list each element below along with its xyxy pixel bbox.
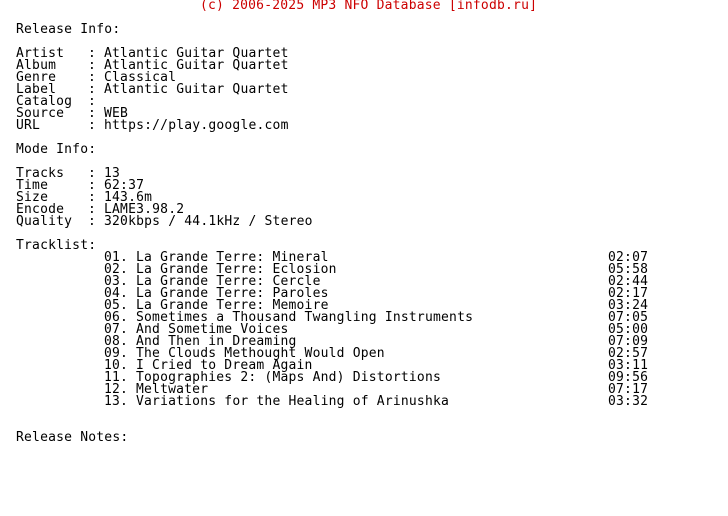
release-info-colon: : (88, 94, 97, 109)
release-info-colon: : (88, 58, 97, 73)
track-title: Variations for the Healing of Arinushka (136, 394, 450, 409)
mode-info-colon: : (88, 166, 97, 181)
mode-info-colon: : (88, 190, 97, 205)
release-info-heading: Release Info: (16, 22, 121, 37)
track-time: 07:17 (608, 382, 649, 397)
track-title: Topographies 2: (Maps And) Distortions (136, 370, 442, 385)
mode-info-colon: : (88, 214, 97, 229)
track-time: 07:09 (608, 334, 649, 349)
release-info-colon: : (88, 70, 97, 85)
track-time: 03:24 (608, 298, 649, 313)
release-info-value: Classical (104, 70, 177, 85)
release-info-key: Artist (16, 46, 65, 61)
track-title: The Clouds Methought Would Open (136, 346, 385, 361)
mode-info-value: 62:37 (104, 178, 145, 193)
release-info-colon: : (88, 82, 97, 97)
track-number: 06. (104, 310, 129, 325)
track-number: 05. (104, 298, 129, 313)
release-info-key: Catalog (16, 94, 73, 109)
track-number: 11. (104, 370, 129, 385)
mode-info-colon: : (88, 202, 97, 217)
mode-info-key: Tracks (16, 166, 65, 181)
release-info-key: Label (16, 82, 57, 97)
release-info-colon: : (88, 118, 97, 133)
release-info-key: Source (16, 106, 65, 121)
track-time: 02:07 (608, 250, 649, 265)
track-number: 02. (104, 262, 129, 277)
track-number: 08. (104, 334, 129, 349)
release-info-colon: : (88, 106, 97, 121)
mode-info-heading: Mode Info: (16, 142, 97, 157)
track-number: 13. (104, 394, 129, 409)
mode-info-key: Quality (16, 214, 73, 229)
release-info-value: WEB (104, 106, 129, 121)
mode-info-value: 320kbps / 44.1kHz / Stereo (104, 214, 313, 229)
track-number: 01. (104, 250, 129, 265)
mode-info-colon: : (88, 178, 97, 193)
release-info-key: Genre (16, 70, 57, 85)
track-title: La Grande Terre: Cercle (136, 274, 321, 289)
track-time: 05:00 (608, 322, 649, 337)
track-title: Sometimes a Thousand Twangling Instruments (136, 310, 474, 325)
release-notes-heading: Release Notes: (16, 430, 129, 445)
track-number: 03. (104, 274, 129, 289)
track-time: 02:57 (608, 346, 649, 361)
release-info-value: https://play.google.com (104, 118, 289, 133)
mode-info-value: 143.6m (104, 190, 153, 205)
track-time: 07:05 (608, 310, 649, 325)
track-title: La Grande Terre: Mineral (136, 250, 329, 265)
track-title: La Grande Terre: Paroles (136, 286, 329, 301)
track-time: 09:56 (608, 370, 649, 385)
track-time: 05:58 (608, 262, 649, 277)
mode-info-key: Size (16, 190, 49, 205)
track-time: 02:44 (608, 274, 649, 289)
release-info-value: Atlantic Guitar Quartet (104, 46, 289, 61)
track-title: I Cried to Dream Again (136, 358, 313, 373)
track-time: 02:17 (608, 286, 649, 301)
release-info-value: Atlantic Guitar Quartet (104, 58, 289, 73)
track-title: And Sometime Voices (136, 322, 289, 337)
release-info-key: URL (16, 118, 41, 133)
track-time: 03:32 (608, 394, 649, 409)
mode-info-key: Encode (16, 202, 65, 217)
mode-info-value: LAME3.98.2 (104, 202, 185, 217)
track-title: La Grande Terre: Memoire (136, 298, 329, 313)
tracklist-heading: Tracklist: (16, 238, 97, 253)
release-info-colon: : (88, 46, 97, 61)
release-info-key: Album (16, 58, 57, 73)
mode-info-key: Time (16, 178, 49, 193)
release-info-value: Atlantic Guitar Quartet (104, 82, 289, 97)
track-title: And Then in Dreaming (136, 334, 297, 349)
track-number: 10. (104, 358, 129, 373)
track-number: 12. (104, 382, 129, 397)
site-header: (c) 2006-2025 MP3 NFO Database [infodb.ru] (200, 0, 538, 13)
track-time: 03:11 (608, 358, 649, 373)
track-number: 09. (104, 346, 129, 361)
mode-info-value: 13 (104, 166, 121, 181)
track-title: Meltwater (136, 382, 209, 397)
track-number: 04. (104, 286, 129, 301)
track-number: 07. (104, 322, 129, 337)
track-title: La Grande Terre: Eclosion (136, 262, 337, 277)
